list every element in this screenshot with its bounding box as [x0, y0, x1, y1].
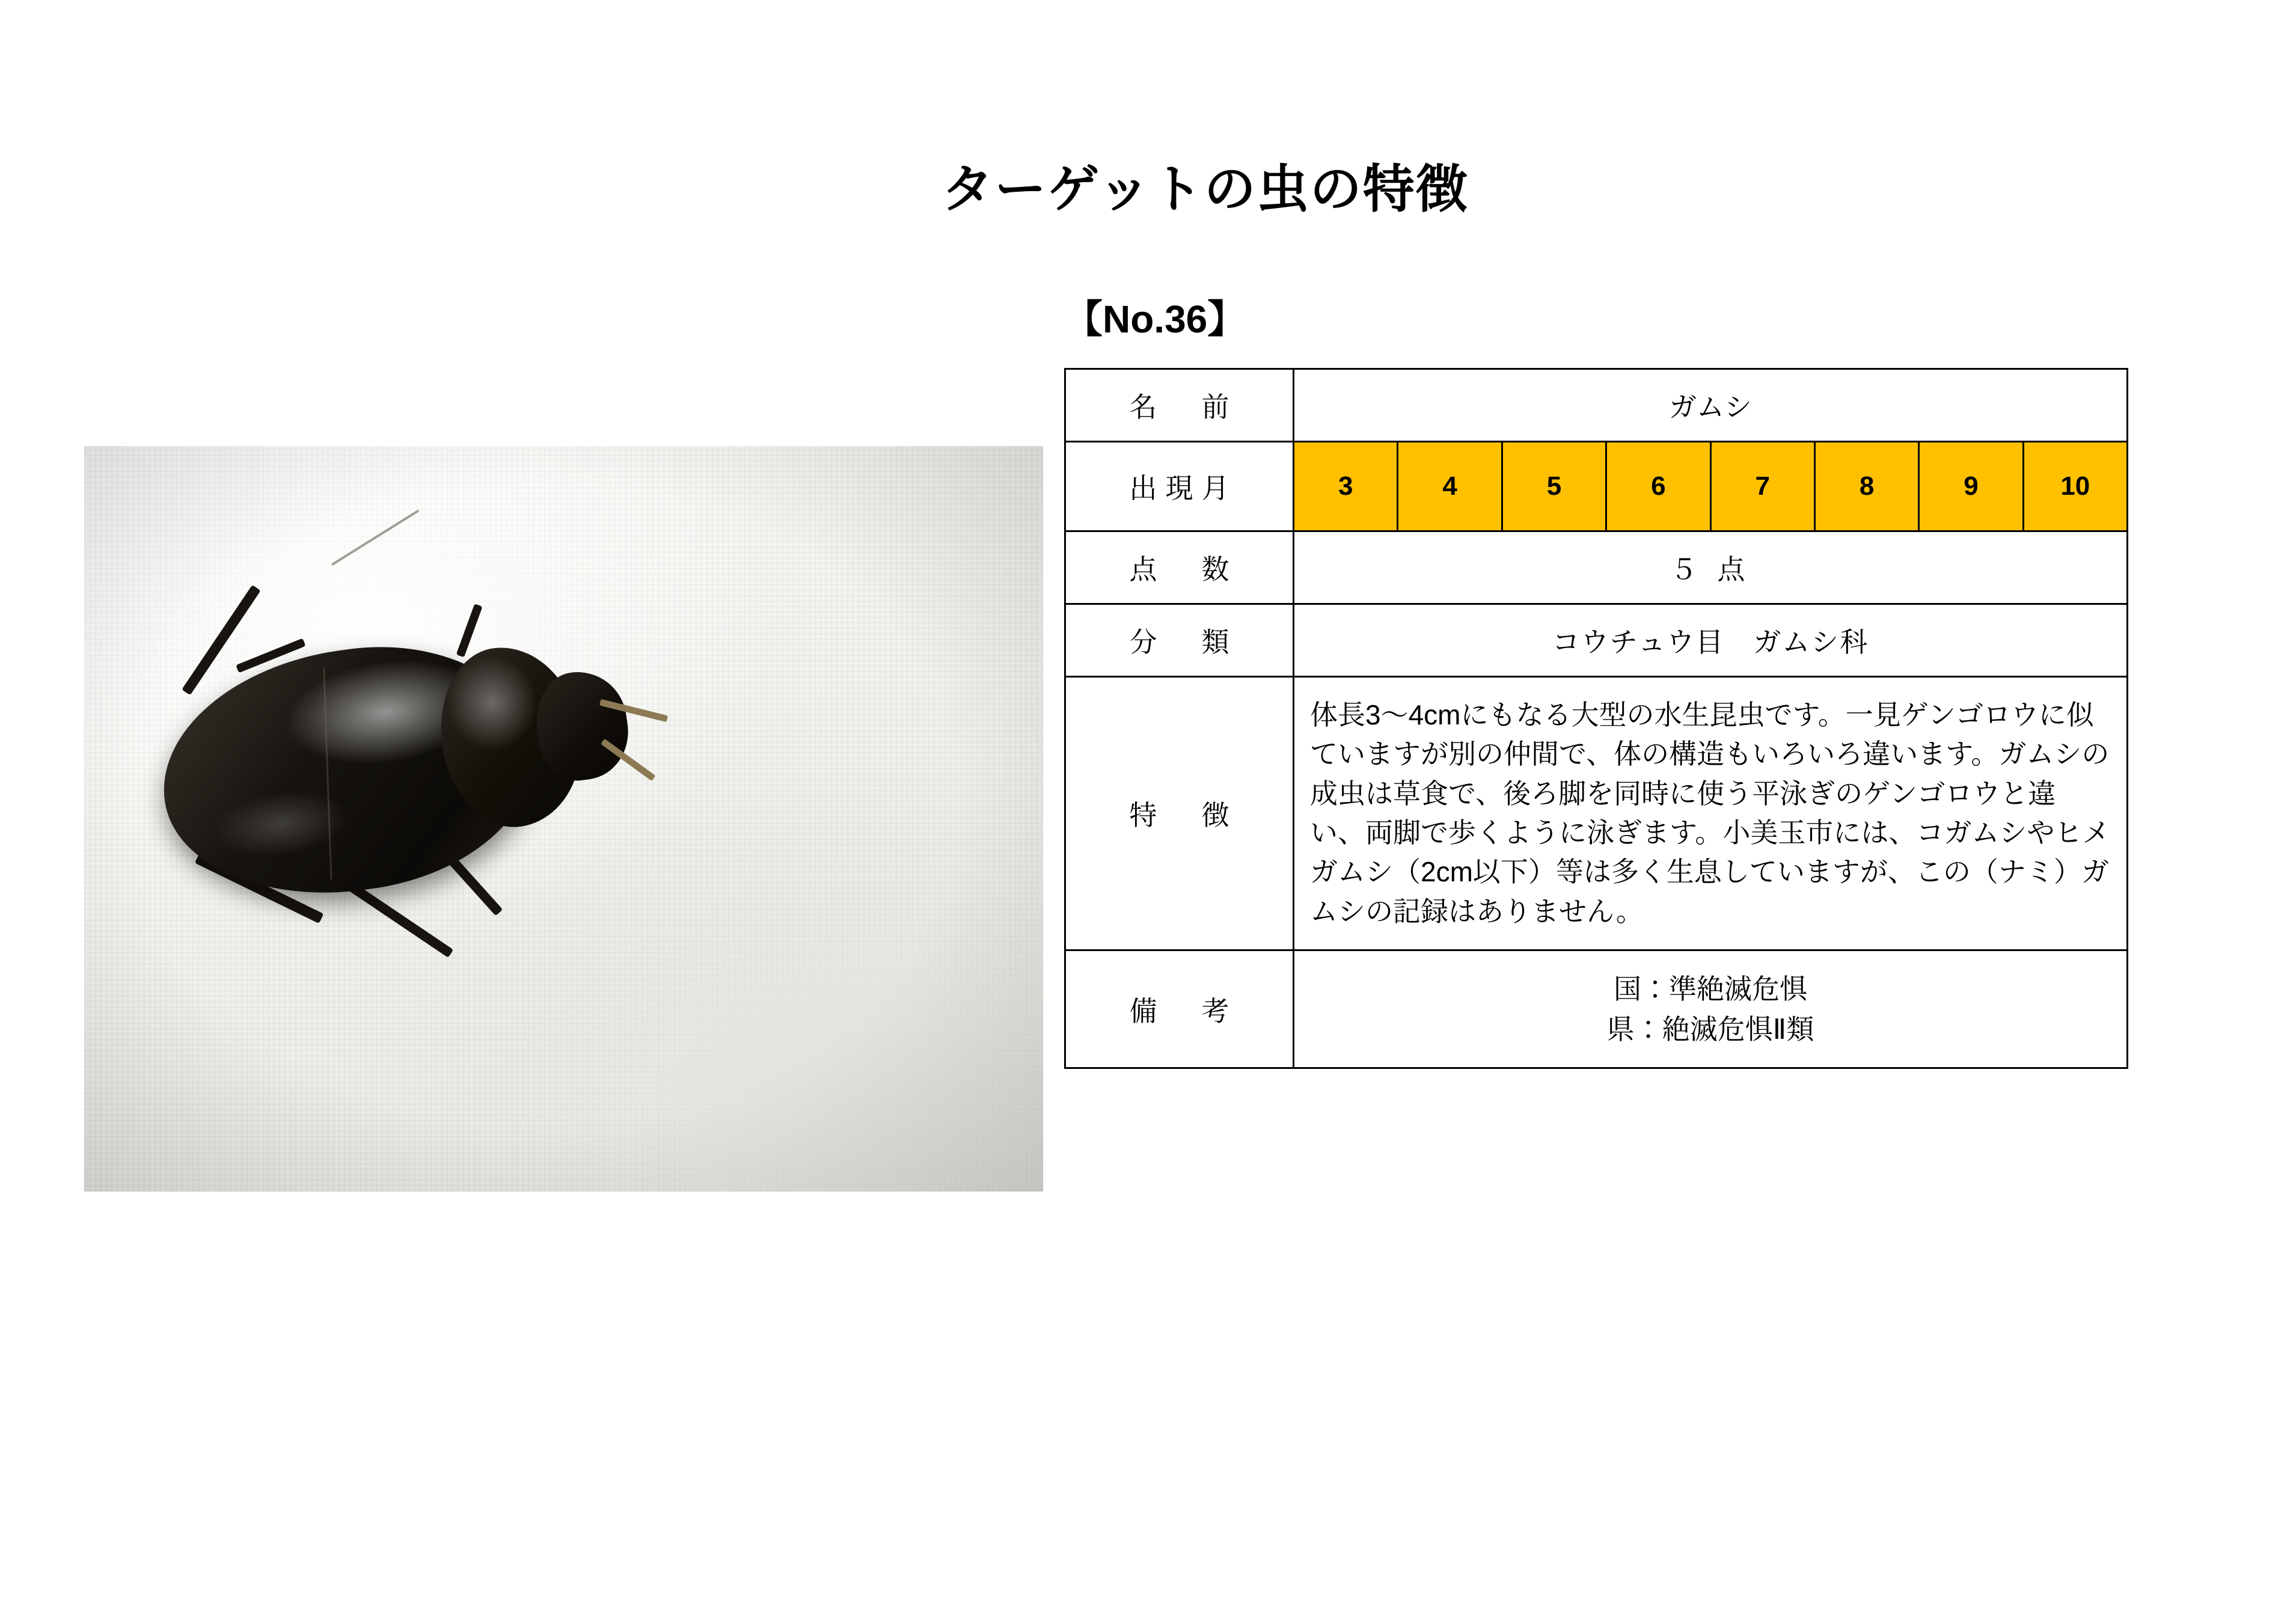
row-label-name: 名 前 [1065, 369, 1294, 442]
photo-vignette [84, 446, 1043, 1192]
row-label-score: 点 数 [1065, 531, 1294, 604]
beetle-photo [84, 446, 1043, 1192]
row-label-months: 出現月 [1065, 442, 1294, 531]
row-value-score: ５ 点 [1294, 531, 2128, 604]
insect-spec-table [1064, 368, 2128, 1069]
row-label-class: 分 類 [1065, 604, 1294, 677]
row-value-feature: 体長3〜4cmにもなる大型の水生昆虫です。一見ゲンゴロウに似ていますが別の仲間で、体の構造もいろいろ違います。ガムシの成虫は草食で、後ろ脚を同時に使う平泳ぎのゲンゴロウと違い、両脚で歩くように泳ぎます。小美玉市には、コガムシやヒメガムシ（2cm以下）等は多く生息していますが、この（ナミ）ガムシの記録はありません。 [1294, 677, 2128, 950]
table-row-score [1065, 531, 2128, 604]
page-title: ターゲットの虫の特徴 [941, 161, 1469, 218]
month-cell: 4 [1398, 442, 1502, 530]
table-row-name [1065, 369, 2128, 442]
row-label-feature: 特 徴 [1065, 677, 1294, 950]
month-cell: 10 [2024, 442, 2126, 530]
month-cell: 3 [1294, 442, 1398, 530]
row-value-months [1294, 442, 2128, 531]
month-cell: 7 [1712, 442, 1816, 530]
table-row-class [1065, 604, 2128, 677]
row-label-note: 備 考 [1065, 950, 1294, 1068]
month-cell: 8 [1816, 442, 1920, 530]
month-cell: 6 [1607, 442, 1711, 530]
table-row-feature [1065, 677, 2128, 950]
row-value-note [1294, 950, 2128, 1068]
month-list [1294, 442, 2126, 530]
card-number: 【No.36】 [1064, 298, 1246, 341]
table-row-months [1065, 442, 2128, 531]
row-value-class: コウチュウ目 ガムシ科 [1294, 604, 2128, 677]
note-line-prefecture: 県：絶滅危惧Ⅱ類 [1606, 1013, 1814, 1045]
row-value-name: ガムシ [1294, 369, 2128, 442]
table-row-note [1065, 950, 2128, 1068]
month-cell: 9 [1920, 442, 2024, 530]
month-cell: 5 [1503, 442, 1607, 530]
note-line-country: 国：準絶滅危惧 [1614, 973, 1807, 1005]
